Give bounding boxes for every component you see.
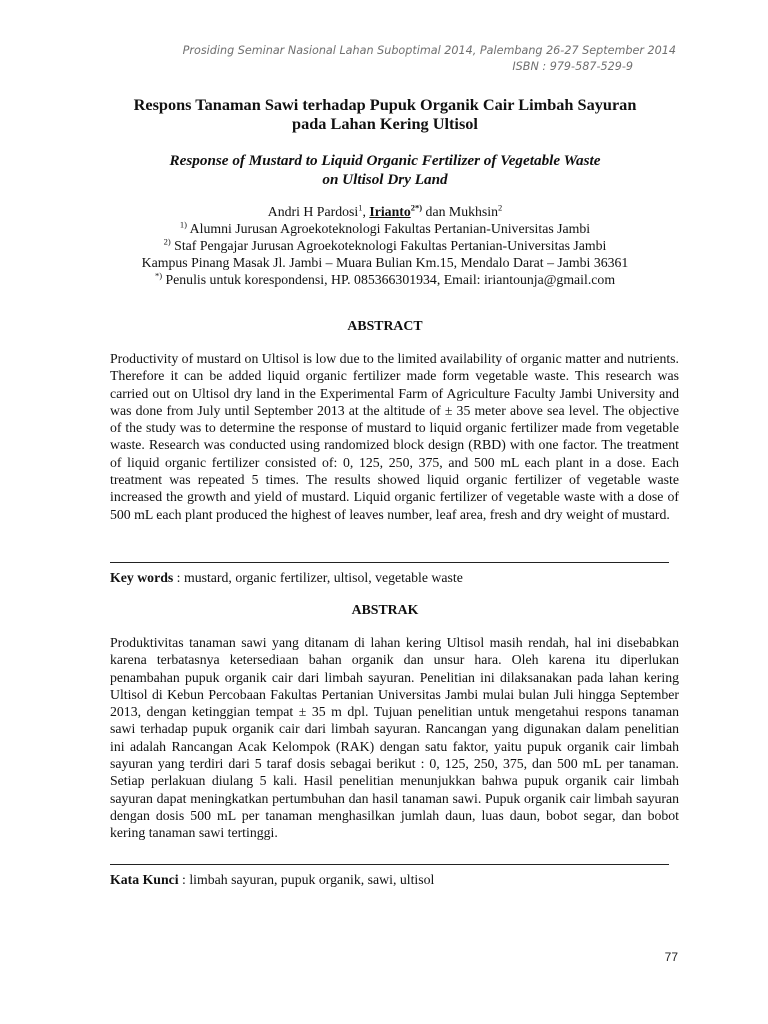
page-number: 77 — [664, 950, 678, 964]
subtitle-line-1: Response of Mustard to Liquid Organic Fertilizer of Vegetable Waste — [169, 152, 601, 169]
affiliation-1-text: Alumni Jurusan Agroekoteknologi Fakultas Pertanian-Universitas Jambi — [186, 221, 591, 236]
affiliation-2-text: Staf Pengajar Jurusan Agroekoteknologi Fakultas Pertanian-Universitas Jambi — [170, 238, 607, 253]
author-sep-1: , — [362, 204, 370, 219]
isbn-header: ISBN : 979-587-529-9 — [512, 60, 633, 73]
affiliation-2-mark: 2) — [163, 236, 171, 247]
author-2-sup: 2*) — [410, 202, 423, 213]
correspondence-text: Penulis untuk korespondensi, HP. 085366301934, Email: iriantounja@gmail.com — [162, 272, 616, 287]
author-sep-2: dan Mukhsin — [422, 204, 498, 219]
author-2: Irianto — [369, 204, 411, 219]
proceedings-header: Prosiding Seminar Nasional Lahan Suboptimal 2014, Palembang 26-27 September 2014 — [182, 44, 676, 57]
subtitle-line-2: on Ultisol Dry Land — [322, 171, 448, 188]
keywords-label: Key words — [110, 570, 174, 585]
abstrak-heading: ABSTRAK — [351, 602, 419, 617]
kata-kunci-text: : limbah sayuran, pupuk organik, sawi, ultisol — [178, 872, 435, 887]
affiliation-address — [90, 254, 680, 271]
paper-title — [90, 95, 680, 133]
keywords-text: : mustard, organic fertilizer, ultisol, vegetable waste — [173, 570, 463, 585]
affiliation-1 — [90, 220, 680, 237]
title-line-1: Respons Tanaman Sawi terhadap Pupuk Organik Cair Limbah Sayuran — [133, 95, 637, 114]
abstrak-body: Produktivitas tanaman sawi yang ditanam di lahan kering Ultisol masih rendah, hal ini disebabkan karena terbatasnya ketersediaan bahan organik dan unsur hara. Oleh karena itu diperlukan penambahan pupuk organik cair dari limbah sayuran. Penelitian ini dilaksanakan pada lahan kering Ultisol di Kebun Percobaan Fakultas Pertanian Universitas Jambi mulai bulan Juli hingga September 2013, dengan ketinggian tempat ± 35 m dpl. Tujuan penelitian untuk mengetahui respons tanaman sawi terhadap pupuk organik cair dari limbah sayuran. Rancangan yang digunakan dalam penelitian ini adalah Rancangan Acak Kelompok (RAK) dengan satu faktor, yaitu pupuk organik cair limbah sayuran yang terdiri dari 5 taraf dosis sebagai berikut : 0, 125, 250, 375, dan 500 mL per tanaman. Setiap perlakuan diulang 5 kali. Hasil penelitian menunjukkan bahwa pupuk organik cair limbah sayuran dapat meningkatkan pertumbuhan dan hasil tanaman sawi. Pupuk organik cair limbah sayuran dengan dosis 500 mL per tanaman menghasilkan jumlah daun, luas daun, bobot segar, dan bobot kering tanaman sawi tertinggi. — [110, 635, 679, 841]
abstrak-keywords — [110, 871, 434, 888]
affiliation-address-text: Kampus Pinang Masak Jl. Jambi – Muara Bulian Km.15, Mendalo Darat – Jambi 36361 — [141, 255, 629, 270]
affiliation-1-mark: 1) — [179, 219, 187, 230]
correspondence-line — [90, 271, 680, 288]
paper-subtitle — [90, 151, 680, 189]
kata-kunci-label: Kata Kunci — [110, 872, 179, 887]
correspondence-mark: *) — [154, 270, 163, 281]
abstract-divider — [110, 562, 669, 563]
abstract-heading: ABSTRACT — [347, 318, 423, 333]
abstract-body: Productivity of mustard on Ultisol is low due to the limited availability of organic matter and nutrients. Therefore it can be added liquid organic fertilizer made form vegetable waste. This research was carried out on Ultisol dry land in the Experimental Farm of Agriculture Faculty Jambi University and was done from July until September 2013 at the altitude of ± 35 meter above sea level. The objective of the study was to determine the response of mustard to liquid organic fertilizer made from vegetable waste. Research was conducted using randomized block design (RBD) with one factor. The treatment of liquid organic fertilizer consisted of: 0, 125, 250, 375, and 500 mL each plant in a dose. Each treatment was repeated 5 times. The results showed liquid organic fertilizer of vegetable waste increased the growth and yield of mustard. Liquid organic fertilizer of vegetable waste with a dose of 500 mL each plant produced the highest of leaves number, leaf area, fresh and dry weight of mustard. — [110, 351, 679, 522]
author-3-sup: 2 — [498, 202, 503, 213]
abstract-keywords — [110, 569, 463, 586]
author-line — [90, 203, 680, 220]
title-line-2: pada Lahan Kering Ultisol — [292, 114, 478, 133]
author-1: Andri H Pardosi — [267, 204, 359, 219]
abstrak-divider — [110, 864, 669, 865]
author-1-sup: 1 — [358, 202, 363, 213]
affiliation-2 — [90, 237, 680, 254]
